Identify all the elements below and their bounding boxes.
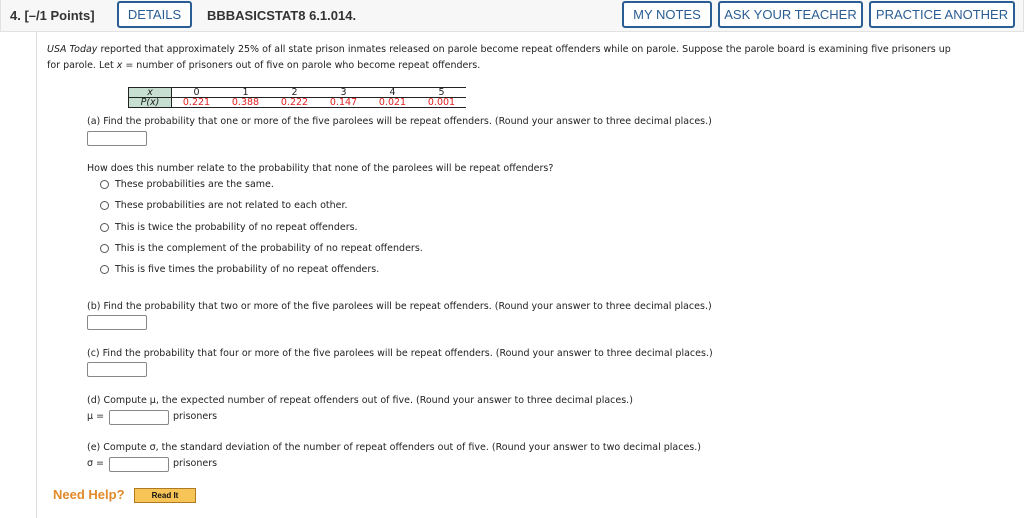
part-c-prompt: (c) Find the probability that four or more of the five parolees will be repeat offenders. (Round your answer to three decimal places.) (87, 348, 713, 359)
p-value: 0.388 (221, 98, 270, 108)
need-help-label: Need Help? (53, 487, 125, 502)
option-label[interactable]: This is the complement of the probability of no repeat offenders. (115, 243, 423, 254)
sigma-units: prisoners (173, 458, 218, 469)
p-value: 0.222 (270, 98, 319, 108)
option-radio[interactable] (100, 265, 109, 274)
mu-units: prisoners (173, 411, 218, 422)
option-label[interactable]: This is five times the probability of no repeat offenders. (115, 264, 380, 275)
practice-another-button[interactable]: PRACTICE ANOTHER (869, 1, 1015, 28)
details-button[interactable]: DETAILS (117, 1, 192, 28)
sigma-input[interactable] (109, 457, 169, 472)
p-header: P(x) (129, 98, 172, 108)
part-a-prompt: (a) Find the probability that one or more of the five parolees will be repeat offenders. (Round your answer to three decimal places.) (87, 116, 712, 127)
x-value: 2 (270, 88, 319, 98)
part-d-prompt: (d) Compute μ, the expected number of repeat offenders out of five. (Round your answer to three decimal places.) (87, 395, 633, 406)
x-value: 5 (417, 88, 466, 98)
p-value: 0.221 (172, 98, 222, 108)
option-radio[interactable] (100, 223, 109, 232)
divider (36, 32, 37, 518)
option-label[interactable]: These probabilities are not related to each other. (115, 200, 348, 211)
option-label[interactable]: This is twice the probability of no repeat offenders. (115, 222, 358, 233)
x-value: 1 (221, 88, 270, 98)
option-radio[interactable] (100, 180, 109, 189)
mu-label: μ = (87, 411, 105, 422)
x-header: x (129, 88, 172, 98)
intro-text: for parole. Let (47, 60, 117, 71)
intro-text: reported that approximately 25% of all state prison inmates released on parole become repeat offenders while on parole. Suppose the parole board is examining five prisoners up (97, 44, 951, 55)
variable: x (116, 60, 123, 71)
x-value: 4 (368, 88, 417, 98)
question-number: 4. [–/1 Points] (10, 8, 95, 23)
option-radio[interactable] (100, 244, 109, 253)
mu-input[interactable] (109, 410, 169, 425)
intro-text: = number of prisoners out of five on parole who become repeat offenders. (122, 60, 481, 71)
question-header (0, 0, 1024, 32)
probability-table (128, 87, 466, 108)
question-code: BBBASICSTAT8 6.1.014. (207, 8, 357, 23)
p-value: 0.021 (368, 98, 417, 108)
p-value: 0.147 (319, 98, 368, 108)
intro-line-2 (47, 60, 480, 71)
source-name: USA Today (47, 44, 98, 55)
x-value: 3 (319, 88, 368, 98)
option-label[interactable]: These probabilities are the same. (115, 179, 274, 190)
intro-line-1 (47, 44, 951, 55)
ask-teacher-button[interactable]: ASK YOUR TEACHER (718, 1, 863, 28)
part-b-input[interactable] (87, 315, 147, 330)
part-c-input[interactable] (87, 362, 147, 377)
part-e-prompt: (e) Compute σ, the standard deviation of the number of repeat offenders out of five. (Round your answer to two decimal places.) (87, 442, 701, 453)
sigma-label: σ = (87, 458, 105, 469)
part-b-prompt: (b) Find the probability that two or more of the five parolees will be repeat offenders. (Round your answer to three decimal places.) (87, 301, 712, 312)
p-value: 0.001 (417, 98, 466, 108)
read-it-button[interactable]: Read It (134, 488, 196, 503)
my-notes-button[interactable]: MY NOTES (622, 1, 712, 28)
option-radio[interactable] (100, 201, 109, 210)
x-value: 0 (172, 88, 222, 98)
relate-question: How does this number relate to the probability that none of the parolees will be repeat offenders? (87, 163, 554, 174)
part-a-input[interactable] (87, 131, 147, 146)
